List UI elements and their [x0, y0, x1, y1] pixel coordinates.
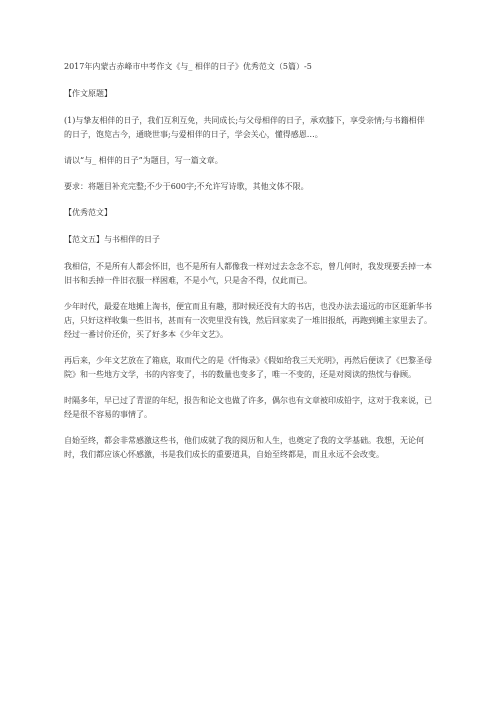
section-heading-excellent: 【优秀范文】: [64, 208, 112, 217]
essay-paragraph: 时隔多年，早已过了青涩的年纪，报告和论文也做了许多，偶尔也有文章被印成铅字，这对于我来说，已经是很不容易的事情了。: [64, 396, 432, 419]
essay-heading: 【范文五】与书相伴的日子: [64, 235, 160, 244]
essay-paragraph: 再后来，少年文艺放在了箱底，取而代之的是《忏悔录》《假如给我三天光明》，再然后便读了《巴黎圣母院》和一些地方文学，书的内容变了，书的数量也变多了，唯一不变的，还是对阅读的热忱与眷顾。: [64, 356, 432, 379]
section-heading-prompt: 【作文原题】: [64, 89, 112, 98]
essay-paragraph: 自始至终，都会非常感激这些书，他们成就了我的阅历和人生，也奠定了我的文学基础。我想，无论何时，我们都应该心怀感激，书是我们成长的重要道具，自始至终都是，而且永远不会改变。: [64, 436, 424, 459]
essay-paragraph: 我相信，不是所有人都会怀旧，也不是所有人都像我一样对过去念念不忘，曾几何时，我发现要丢掉一本旧书和丢掉一件旧衣服一样困难，不是小气，只是舍不得，仅此而已。: [64, 262, 432, 285]
writing-instruction: 请以“与_ 相伴的日子”为题目，写一篇文章。: [64, 156, 223, 165]
prompt-text: (1)与挚友相伴的日子，我们互利互免，共同成长;与父母相伴的日子，承欢膝下，享受亲情;与书籍相伴的日子，饱览古今，通晓世事;与爱相伴的日子，学会关心，懂得感恩…。: [64, 116, 425, 139]
document-title: 2017年内蒙古赤峰市中考作文《与_ 相伴的日子》优秀范文（5篇）-5: [64, 62, 312, 71]
essay-paragraph: 少年时代，最爱在地摊上淘书，便宜而且有趣，那时候还没有大的书店，也没办法去遥远的市区逛新华书店，只好这样收集一些旧书，甚而有一次兜里没有钱，然后回家卖了一堆旧报纸，再跑到摊主家里去了。经过一番讨价还价，买了好多本《少年文艺》。: [64, 302, 432, 339]
writing-requirements: 要求：将题目补充完整;不少于600字;不允许写诗歌，其他文体不限。: [64, 182, 309, 191]
